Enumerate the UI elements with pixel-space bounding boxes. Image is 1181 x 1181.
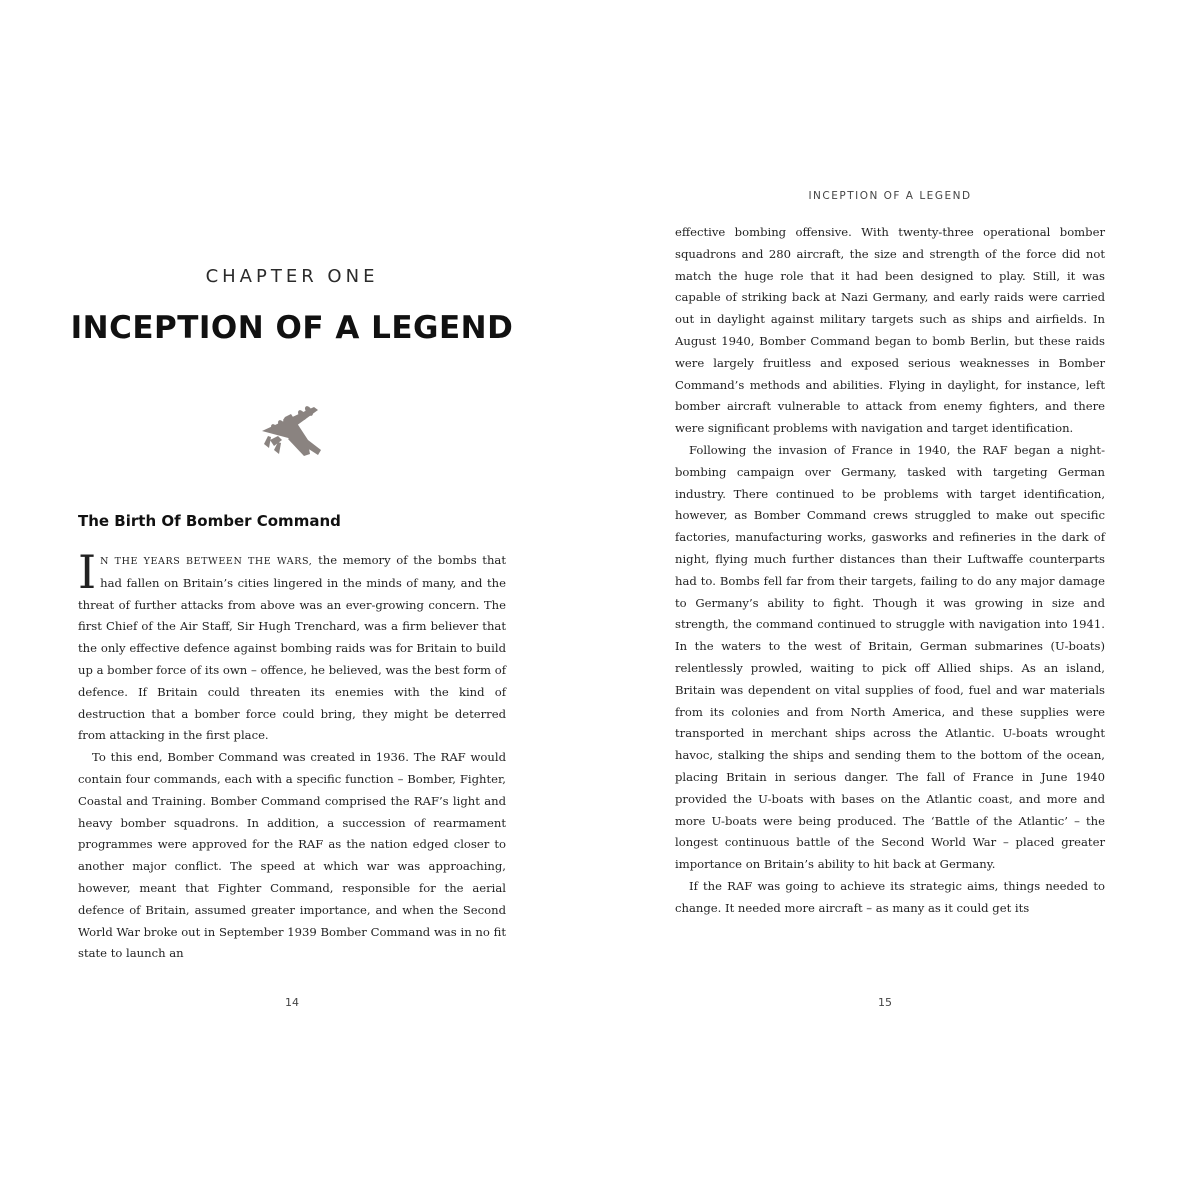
left-body-text bbox=[78, 545, 507, 965]
right-page bbox=[590, 0, 1181, 1181]
left-paragraph-1 bbox=[78, 545, 507, 747]
right-paragraph-3: If the RAF was going to achieve its strategic aims, things needed to change. It needed more aircraft – as many as it could get its bbox=[675, 878, 1105, 915]
dropcap: I bbox=[78, 545, 97, 599]
left-paragraph-2: To this end, Bomber Command was created in 1936. The RAF would contain four commands, each with a specific function – Bomber, Fighter, Coastal and Training. Bomber Command comprised the RAF’s light and heavy bomber squadrons. In addition, a succession of rearmament programmes were approved for the RAF as the nation edged closer to another major conflict. The speed at which war was approaching, however, meant that Fighter Command, responsible for the aerial defence of Britain, assumed greater importance, and when the Second World War broke out in September 1939 Bomber Command was in no fit state to launch an bbox=[78, 750, 506, 961]
running-head: INCEPTION OF A LEGEND bbox=[808, 190, 972, 202]
page-number-left: 14 bbox=[285, 996, 299, 1009]
lead-in-small-caps: N THE YEARS BETWEEN THE WARS, bbox=[100, 556, 313, 567]
page-number-right: 15 bbox=[878, 996, 892, 1009]
section-heading: The Birth Of Bomber Command bbox=[78, 512, 341, 530]
lancaster-bomber-icon bbox=[258, 406, 324, 462]
right-paragraph-1: effective bombing offensive. With twenty-three operational bomber squadrons and 280 aircraft, the size and strength of the force did not match the huge role that it had been designed to play. Still, it was capable of striking back at Nazi Germany, and early raids were carried out in daylight against military targets such as ships and airfields. In August 1940, Bomber Command began to bomb Berlin, but these raids were largely fruitless and exposed serious weaknesses in Bomber Command’s methods and abilities. Flying in daylight, for instance, left bomber aircraft vulnerable to attack from enemy fighters, and there were significant problems with navigation and target identification. bbox=[675, 225, 1105, 436]
left-page bbox=[0, 0, 590, 1181]
left-paragraph-1-text: the memory of the bombs that had fallen on Britain’s cities lingered in the minds of many, and the threat of further attacks from above was an ever-growing concern. The first Chief of the Air Staff, Sir Hugh Trenchard, was a firm believer that the only effective defence against bombing raids was for Britain to build up a bomber force of its own – offence, he believed, was the best form of defence. If Britain could threaten its enemies with the kind of destruction that a bomber force could bring, they might be deterred from attacking in the first place. bbox=[78, 553, 507, 743]
right-body-text bbox=[675, 222, 1105, 920]
chapter-title: INCEPTION OF A LEGEND bbox=[70, 310, 514, 346]
right-paragraph-2: Following the invasion of France in 1940, the RAF began a night-bombing campaign over Germany, tasked with targeting German industry. There continued to be problems with target identification, however, as Bomber Command crews struggled to make out specific factories, manufacturing works, gasworks and refineries in the dark of night, flying much further distances than their Luftwaffe counterparts had to. Bombs fell far from their targets, failing to do any major damage to Germany’s ability to fight. Though it was growing in size and strength, the command continued to struggle with navigation into 1941. In the waters to the west of Britain, German submarines (U-boats) relentlessly prowled, waiting to pick off Allied ships. As an island, Britain was dependent on vital supplies of food, fuel and war materials from its colonies and from North America, and these supplies were transported in merchant ships across the Atlantic. U-boats wrought havoc, stalking the ships and sending them to the bottom of the ocean, placing Britain in serious danger. The fall of France in June 1940 provided the U-boats with bases on the Atlantic coast, and more and more U-boats were being produced. The ‘Battle of the Atlantic’ – the longest continuous battle of the Second World War – placed greater importance on Britain’s ability to hit back at Germany. bbox=[675, 442, 1105, 872]
chapter-label: CHAPTER ONE bbox=[205, 266, 379, 287]
